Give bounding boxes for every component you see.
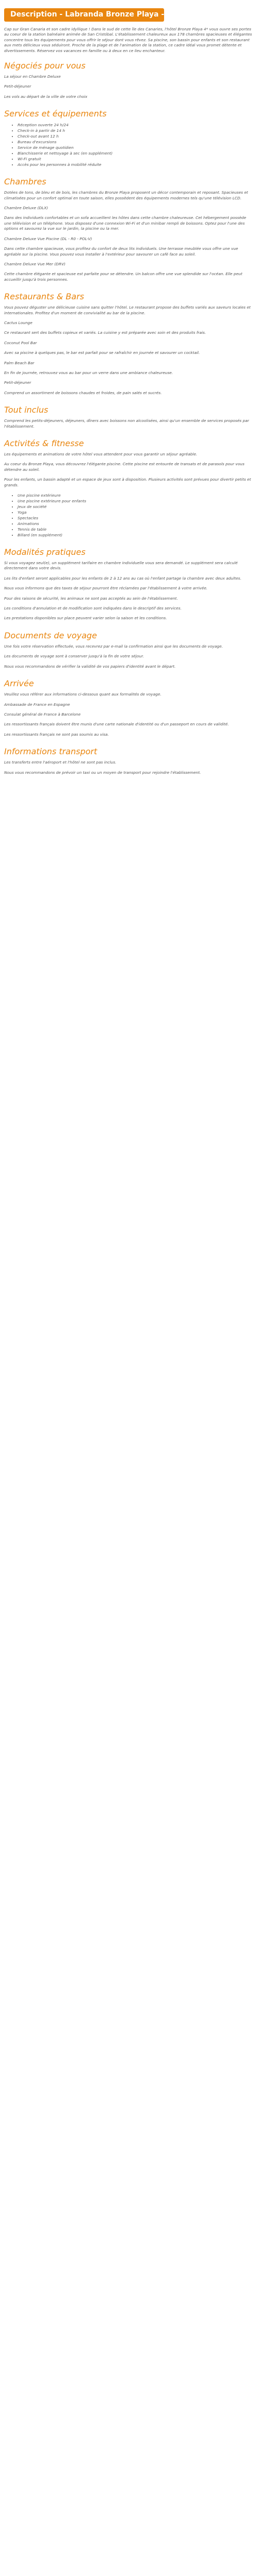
section-paragraph: En fin de journée, retrouvez vous au bar pour un verre dans une ambiance chaleureuse.: [4, 370, 173, 375]
list-item: • Service de ménage quotidien: [18, 145, 254, 150]
section: [4, 547, 254, 621]
banner-title: Description - Labranda Bronze Playa - 4*: [10, 10, 176, 19]
section-paragraph: Consulat général de France à Barcelone: [4, 711, 81, 717]
section-paragraph: Nous vous informons que des taxes de séjour pourront être réclamées par l'établissement à votre arrivée.: [4, 586, 208, 591]
section-paragraph: Nous vous recommandons de vérifier la validité de vos papiers d'identité avant le départ.: [4, 664, 176, 669]
section-paragraph: Les lits d'enfant seront applicables pour les enfants de 2 à 12 ans au cas où l'enfant partage la chambre avec deux adultes.: [4, 575, 241, 581]
section-paragraph: Comprend un assortiment de boissons chaudes et froides, de pain salés et sucrés.: [4, 390, 162, 395]
section-paragraph: Les documents de voyage sont à conserver jusqu'à la fin de votre séjour.: [4, 654, 144, 659]
section: [4, 747, 254, 775]
list-item: • Blanchisserie et nettoyage à sec (en supplément): [18, 150, 254, 156]
section-title: Restaurants & Bars: [4, 292, 84, 302]
section-paragraph: Les vols au départ de la ville de votre choix: [4, 94, 88, 99]
section-paragraph: La séjour en Chambre Deluxe: [4, 74, 61, 79]
section-paragraph: Pour des raisons de sécurité, les animaux ne sont pas acceptés au sein de l'établissement.: [4, 596, 178, 601]
section: [4, 405, 254, 429]
section-paragraph: Dotées de tons, de bleu et de bois, les chambres du Bronze Playa proposent un décor contemporain et reposant. Spacieuses et climatisées pour un confort optimal en toute saison, elles possèdent des équipements modernes tels qu'une télévision LCD.: [4, 190, 248, 200]
list-item: • Accès pour les personnes à mobilité réduite: [18, 162, 254, 167]
section-paragraph: Petit-déjeuner: [4, 380, 31, 385]
sections-container: [4, 61, 254, 775]
section-paragraph: Dans cette chambre spacieuse, vous profitez du confort de deux lits individuels. Une terrasse meublée vous offre une vue agréable sur la piscine. Vous pouvez vous installer à l'extérieur pour savourer un café face au soleil.: [4, 246, 238, 257]
section: [4, 438, 254, 538]
section: [4, 679, 254, 737]
section-paragraph: Les équipements et animations de votre hôtel vous attendent pour vous garantir un séjour agréable.: [4, 452, 198, 456]
list-item: • Check-in à partir de 14 h: [18, 128, 254, 133]
list-item: • Une piscine extérieure pour enfants: [18, 498, 254, 504]
section-title: Chambres: [4, 177, 46, 187]
section-paragraph: Les transferts entre l'aéroport et l'hôtel ne sont pas inclus.: [4, 760, 117, 765]
section: [4, 61, 254, 99]
list-item: • Bureau d'excursions: [18, 139, 254, 145]
section-title: Services et équipements: [4, 109, 107, 119]
section-paragraph: Chambre Deluxe (DLX): [4, 206, 49, 211]
list-item: • Animations: [18, 521, 254, 527]
section-paragraph: Nous vous recommandons de prévoir un taxi ou un moyen de transport pour rejoindre l'établissement.: [4, 770, 201, 775]
section-list: [18, 122, 254, 167]
section: [4, 109, 254, 167]
list-item: • Yoga: [18, 510, 254, 515]
section: [4, 177, 254, 282]
section-title: Négociés pour vous: [4, 61, 86, 71]
section-paragraph: Veuillez vous référer aux informations ci-dessous quant aux formalités de voyage.: [4, 692, 162, 697]
section-paragraph: Dans des individuels confortables et un sofa accueillent les hôtes dans cette chambre chaleureuse. Cet hébergement possède une télévision et un téléphone. Vous disposez d'une connexion Wi-Fi et d'un minibar rempli de boissons. Optez pour l'une des options et savourez la vue sur le jardin, la piscine ou la mer.: [4, 215, 247, 231]
list-item: • Réception ouverte 24 h/24: [18, 122, 254, 128]
section-paragraph: Avec sa piscine à quelques pas, le bar est parfait pour se rafraîchir en journée et savourer un cocktail.: [4, 350, 200, 355]
section: [4, 631, 254, 669]
section-paragraph: Chambre Deluxe Vue Piscine (DL - R0 - POL-V): [4, 236, 92, 241]
section-paragraph: Palm Beach Bar: [4, 360, 35, 365]
section-paragraph: Pour les enfants, un bassin adapté et un espace de jeux sont à disposition. Plusieurs activités sont prévues pour divertir petits et grands.: [4, 477, 251, 487]
section-paragraph: Petit-déjeuner: [4, 84, 31, 89]
section-paragraph: Coconut Pool Bar: [4, 340, 37, 345]
section-paragraph: Les ressortissants français ne sont pas soumis au visa.: [4, 732, 109, 737]
section-title: Tout inclus: [4, 405, 49, 415]
section-paragraph: Cette chambre élégante et spacieuse est parfaite pour se détendre. Un balcon offre une vue splendide sur l'océan. Elle peut accueillir jusqu'à trois personnes.: [4, 272, 243, 282]
list-item: • Check-out avant 12 h: [18, 133, 254, 139]
list-item: • Spectacles: [18, 515, 254, 521]
section-title: Documents de voyage: [4, 630, 97, 640]
page: [0, 8, 258, 775]
list-item: • Tennis de table: [18, 527, 254, 532]
section-paragraph: Ce restaurant sert des buffets copieux et variés. La cuisine y est préparée avec soin et des produits frais.: [4, 330, 206, 335]
section-title: Modalités pratiques: [4, 547, 86, 557]
section: [4, 292, 254, 396]
section-title: Informations transport: [4, 747, 98, 757]
list-item: • Billard (en supplément): [18, 532, 254, 538]
list-item: • Wi-Fi gratuit: [18, 156, 254, 162]
section-title: Arrivée: [4, 679, 34, 689]
section-paragraph: Les prestations disponibles sur place peuvent varier selon la saison et les conditions.: [4, 616, 167, 621]
list-item: • Une piscine extérieure: [18, 493, 254, 498]
section-paragraph: Les ressortissants français doivent être munis d'une carte nationale d'identité ou d'un passeport en cours de validité.: [4, 722, 229, 727]
list-item: • Jeux de société: [18, 504, 254, 510]
section-paragraph: Au coeur du Bronze Playa, vous découvrez l'élégante piscine. Cette piscine est entourée de transats et de parasols pour vous détendre au soleil.: [4, 462, 245, 472]
section-paragraph: Cactus Lounge: [4, 320, 33, 325]
description-banner: [4, 8, 176, 22]
section-paragraph: Les conditions d'annulation et de modification sont indiquées dans le descriptif des services.: [4, 606, 182, 611]
section-title: Activités & fitnesse: [4, 438, 84, 448]
section-list: [18, 493, 254, 538]
section-paragraph: Ambassade de France en Espagne: [4, 702, 70, 707]
section-paragraph: Si vous voyagez seul(e), un supplément tarifaire en chambre individuelle vous sera demandé. Le supplément sera calculé directement dans votre devis.: [4, 561, 238, 571]
section-paragraph: Une fois votre réservation effectuée, vous recevrez par e-mail la confirmation ainsi que les documents de voyage.: [4, 643, 223, 649]
intro-text: Cap sur Gran Canaria et son cadre idyllique ! Dans le sud de cette île des Canaries, l'hôtel Bronze Playa 4* vous ouvre ses portes au coeur de la station balnéaire animée de San Cristóbal. L'établissement chaleureux aux 178 chambres spacieuses et élégantes concentre tous les équipements pour vous offrir le séjour dont vous rêvez. Sa piscine, son bassin pour enfants et son restaurant aux mets délicieux vous séduiront. Proche de la plage et de l'animation de la station, ce cadre idéal vous promet détente et divertissements. Réservez vos vacances en famille ou à deux en ce lieu enchanteur.: [4, 27, 252, 53]
section-paragraph: Chambre Deluxe Vue Mer (DRV): [4, 261, 66, 266]
section-paragraph: Comprend les petits-déjeuners, déjeuners, dîners avec boissons non alcoolisées, ainsi qu'un ensemble de services proposés par l'établissement.: [4, 418, 249, 429]
section-paragraph: Vous pouvez déguster une délicieuse cuisine sans quitter l'hôtel. Le restaurant propose des buffets variés aux saveurs locales et internationales. Profitez d'un moment de convivialité au bar de la piscine.: [4, 305, 251, 315]
